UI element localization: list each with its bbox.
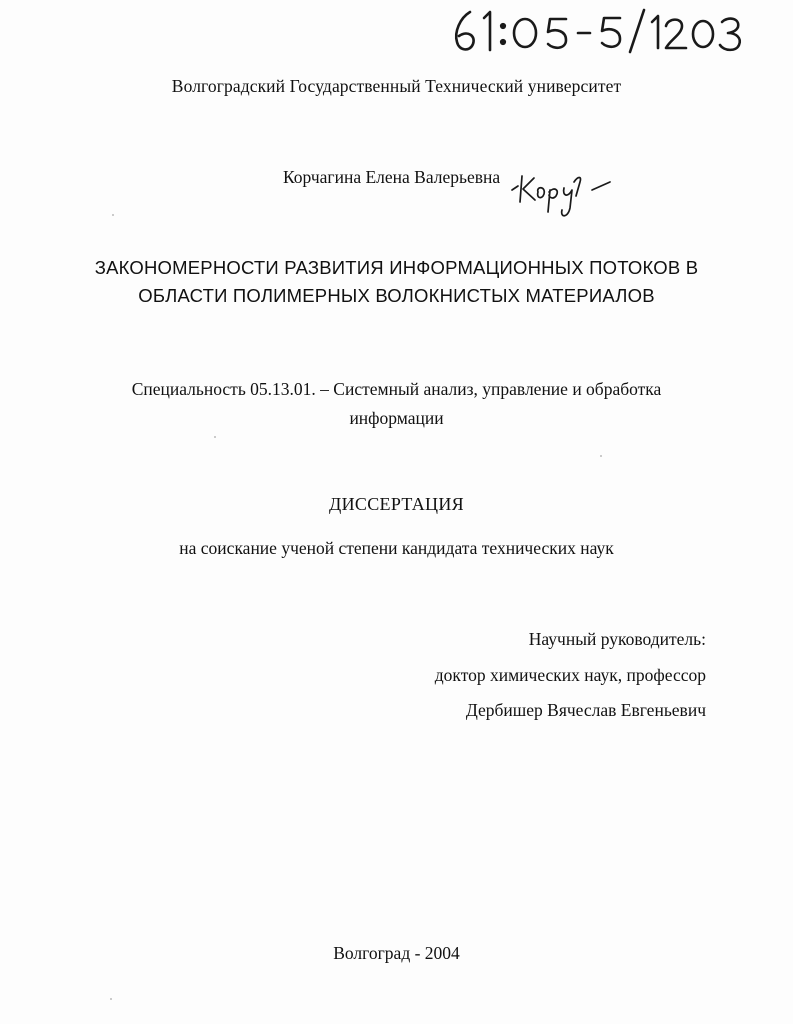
- thesis-title-line-1: ЗАКОНОМЕРНОСТИ РАЗВИТИЯ ИНФОРМАЦИОННЫХ ПОТОКОВ В: [94, 257, 699, 278]
- advisor-name: Дербишер Вячеслав Евгеньевич: [465, 700, 706, 720]
- city-year: Волгоград - 2004: [333, 943, 460, 963]
- scan-speck: [112, 214, 114, 216]
- document-type: ДИССЕРТАЦИЯ: [329, 494, 464, 514]
- scan-speck: [600, 455, 602, 457]
- author-signature: [508, 162, 618, 222]
- specialty-line-1: Специальность 05.13.01. – Системный анализ, управление и обработка: [131, 379, 662, 399]
- advisor-credentials: доктор химических наук, профессор: [434, 665, 706, 685]
- author-name: Корчагина Елена Валерьевна: [283, 167, 501, 187]
- scan-speck: [110, 998, 112, 1000]
- specialty-line-2: информации: [349, 408, 444, 428]
- university-name: Волгоградский Государственный Технический университет: [171, 76, 622, 96]
- thesis-title-line-2: ОБЛАСТИ ПОЛИМЕРНЫХ ВОЛОКНИСТЫХ МАТЕРИАЛОВ: [138, 285, 655, 306]
- scan-speck: [214, 436, 216, 438]
- degree-description: на соискание ученой степени кандидата технических наук: [179, 538, 614, 558]
- handwritten-archive-code: [448, 2, 748, 60]
- advisor-label: Научный руководитель:: [528, 629, 706, 649]
